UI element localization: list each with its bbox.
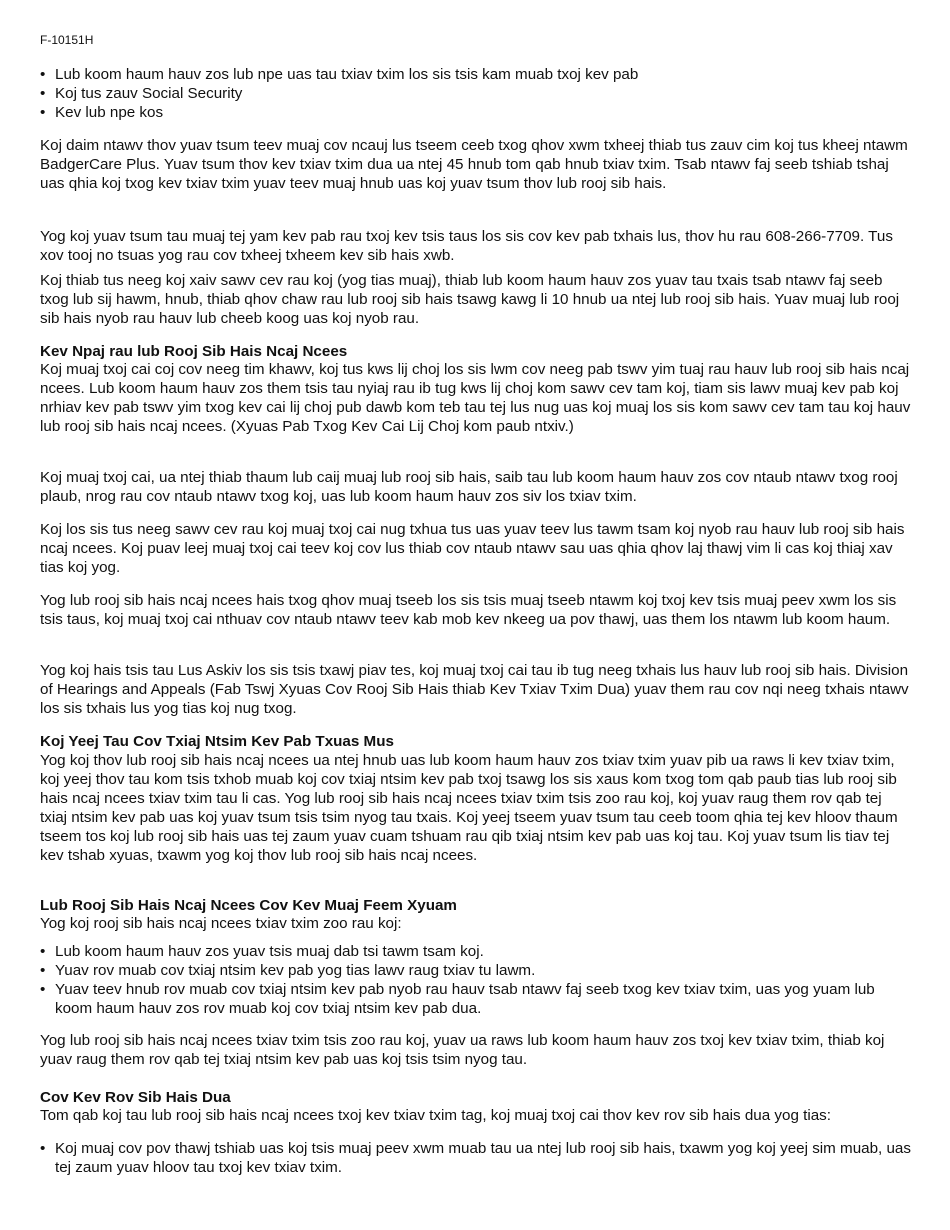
section1-paragraph: Yog lub rooj sib hais ncaj ncees hais txog qhov muaj tseeb los sis tsis muaj tseeb ntawm koj txoj kev tsis muaj peev xwm los sis tsis taus, koj muaj txoj cai nthuav cov ntaub ntawv teev kab mob kev nkeeg ua pov thawj, uas them los ntawm lub koom haum. <box>40 592 897 628</box>
section-heading-rehearing: Cov Kev Rov Sib Hais Dua <box>40 1089 231 1106</box>
section-heading-continued-benefits: Koj Yeej Tau Cov Txiaj Ntsim Kev Pab Txuas Mus <box>40 733 394 750</box>
list-item: • Yuav rov muab cov txiaj ntsim kev pab yog tias lawv raug txiav tu lawm. <box>40 961 912 980</box>
section1-paragraph: Koj muaj txoj cai, ua ntej thiab thaum lub caij muaj lub rooj sib hais, saib tau lub koom haum hauv zos cov ntaub ntawv txog rooj plaub, nrog rau cov ntaub ntawv txog koj, uas lub koom haum hauv zos siv los txiav txim. <box>40 469 898 505</box>
rehearing-list <box>40 1139 912 1177</box>
section-heading-preparing: Kev Npaj rau lub Rooj Sib Hais Ncaj Ncees <box>40 343 348 360</box>
section1-paragraph: Koj muaj txoj cai coj cov neeg tim khawv, koj tus kws lij choj los sis lwm cov neeg pab tswv yim tuaj rau hauv lub rooj sib hais ncaj ncees. Lub koom haum hauv zos them tsis tau nyiaj rau ib tug kws lij choj kom sawv cev tam koj, tiam sis lawv muaj kev pab koj nrhiav kev pab tswv yim txog kev cai lij choj pub dawb kom teb tau tej lus nug uas koj muaj los sis kom sawv cev tam tau koj hauv lub rooj sib hais ncaj ncees. (Xyuas Pab Txog Kev Cai Lij Choj kom paub ntxiv.) <box>40 361 911 435</box>
list-item: • Lub koom haum hauv zos yuav tsis muaj dab tsi tawm tsam koj. <box>40 942 912 961</box>
list-item: • Kev lub npe kos <box>40 103 912 122</box>
section1-paragraph: Koj los sis tus neeg sawv cev rau koj muaj txoj cai nug txhua tus uas yuav teev lus tawm tsam koj nyob rau hauv lub rooj sib hais ncaj ncees. Koj puav leej muaj txoj cai teev koj cov lus thiab cov ntaub ntawv sau uas qhia qhov laj thawj vim li cas koj thiaj xav tias koj yog. <box>40 521 905 576</box>
form-id: F-10151H <box>40 33 94 47</box>
request-paragraph: Koj daim ntawv thov yuav tsum teev muaj cov ncauj lus tseem ceeb txog qhov xwm txheej thiab tus zauv cim koj tus kheej ntawm BadgerCare Plus. Yuav tsum thov kev txiav txim dua ua ntej 45 hnub tom qab hnub txiav txim. Tsab ntawv faj seeb tshiab tshaj uas qhia koj txog kev txiav txim yuav teev muaj hnub uas koj yuav tsum thov lub rooj sib hais. <box>40 137 908 192</box>
assistance-paragraph: Yog koj yuav tsum tau muaj tej yam kev pab rau txoj kev tsis taus los sis cov kev pab txhais lus, thov hu rau 608-266-7709. Tus xov tooj no tsuas yog rau cov txheej txheem kev sib hais xwb. <box>40 228 893 264</box>
section3-paragraph: Yog lub rooj sib hais ncaj ncees txiav txim tsis zoo rau koj, yuav ua raws lub koom haum hauv zos txoj kev txiav txim, thiab koj yuav raug them rov qab tej txiaj ntsim kev pab uas koj tsis tsim nyog tau. <box>40 1032 885 1068</box>
notice-paragraph: Koj thiab tus neeg koj xaiv sawv cev rau koj (yog tias muaj), thiab lub koom haum hauv zos yuav tau txais tsab ntawv faj seeb txog lub sij hawm, hnub, thiab qhov chaw rau lub rooj sib hais tsawg kawg li 10 hnub ua ntej lub rooj sib hais. Yuav muaj lub rooj sib hais nyob rau hauv lub cheeb koog uas koj nyob rau. <box>40 272 900 327</box>
section4-intro: Tom qab koj tau lub rooj sib hais ncaj ncees txoj kev txiav txim tag, koj muaj txoj cai thov kev rov sib hais dua yog tias: <box>40 1107 831 1124</box>
required-info-list <box>40 65 912 122</box>
list-item: • Yuav teev hnub rov muab cov txiaj ntsim kev pab nyob rau hauv tsab ntawv faj seeb txog kev txiav txim, uas yog yuam lub koom haum hauv zos rov muab koj cov txiaj ntsim kev pab dua. <box>40 980 912 1018</box>
section3-intro: Yog koj rooj sib hais ncaj ncees txiav txim zoo rau koj: <box>40 915 402 932</box>
section2-paragraph: Yog koj thov lub rooj sib hais ncaj ncees ua ntej hnub uas lub koom haum hauv zos txiav txim yuav pib ua raws li kev txiav txim, koj yeej thov tau kom tsis txhob muab koj cov txiaj ntsim kev pab txoj tsawg los sis xaus kom txog tom qab paub tias lub rooj sib hais ncaj ncees txiav txim tau li cas. Yog lub rooj sib hais ncaj ncees txiav txim tsis zoo rau koj, koj yuav raug them rov qab tej txiaj ntsim kev pab uas koj yuav tsum tsis tsim nyog tau txais. Koj yeej tseem yuav tsum tau ceeb toom qhia tej kev hloov thaum tseem tos koj lub rooj sib hais uas tej zaum yuav cuam tshuam rau qib txiaj ntsim kev pab uas koj tau. Koj yuav tsum lis tiav tej kev tshab xyuas, txawm yog koj thov lub rooj sib hais ncaj ncees. <box>40 752 898 864</box>
list-item: • Koj tus zauv Social Security <box>40 84 912 103</box>
list-item: • Lub koom haum hauv zos lub npe uas tau txiav txim los sis tsis kam muab txoj kev pab <box>40 65 912 84</box>
section1-paragraph: Yog koj hais tsis tau Lus Askiv los sis tsis txawj piav tes, koj muaj txoj cai tau ib tug neeg txhais lus hauv lub rooj sib hais. Division of Hearings and Appeals (Fab Tswj Xyuas Cov Rooj Sib Hais thiab Kev Txiav Txim Dua) yuav them rau cov nqi neeg txhais ntawv los sis txhais lus yog tias koj nug txog. <box>40 662 909 717</box>
results-list <box>40 942 912 1018</box>
list-item: • Koj muaj cov pov thawj tshiab uas koj tsis muaj peev xwm muab tau ua ntej lub rooj sib hais, txawm yog koj yeej sim muab, uas tej zaum yuav hloov tau txoj kev txiav txim. <box>40 1139 912 1177</box>
section-heading-results: Lub Rooj Sib Hais Ncaj Ncees Cov Kev Muaj Feem Xyuam <box>40 897 457 914</box>
